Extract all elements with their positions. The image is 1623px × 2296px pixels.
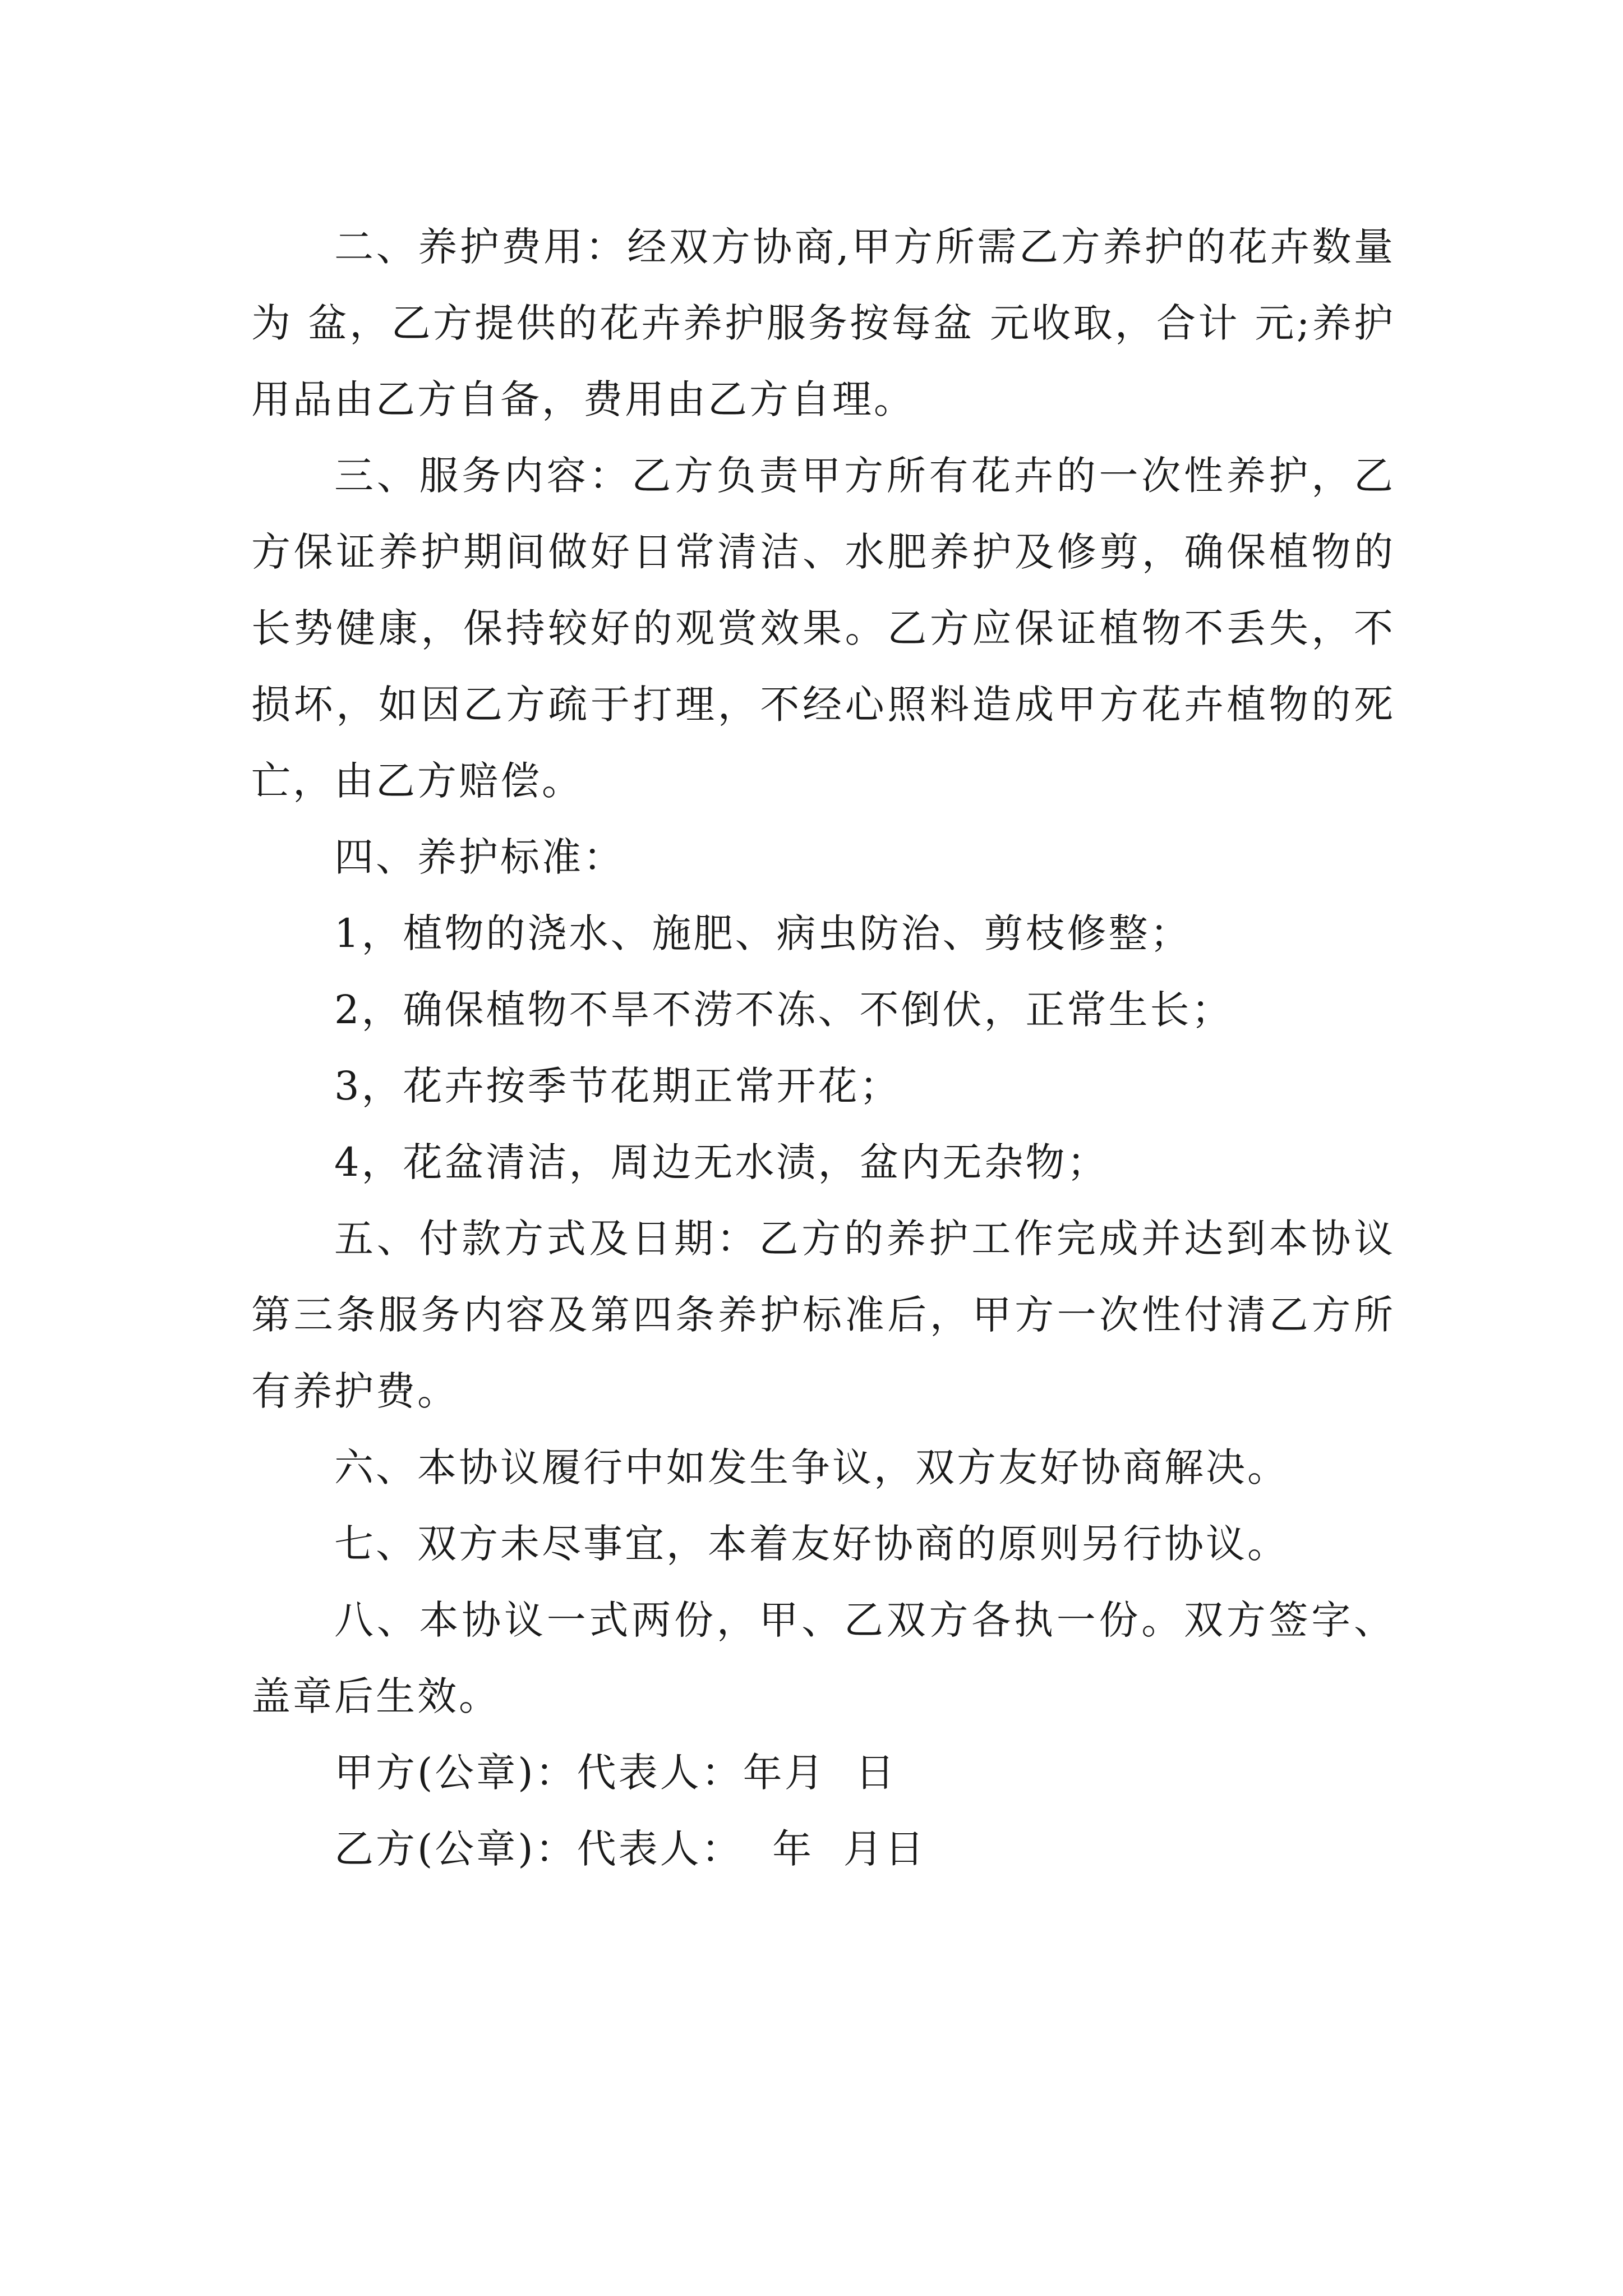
care-standard-item-2: 2，确保植物不旱不涝不冻、不倒伏，正常生长；: [334, 987, 1233, 1033]
document-page: [251, 209, 1395, 1887]
signature-party-a: 甲方(公章)：代表人：年月 日: [334, 1750, 897, 1796]
clause-copies: 八、本协议一式两份，甲、乙双方各执一份。双方签字、盖章后生效。: [251, 1597, 1395, 1719]
care-standard-item-4: 4，花盆清洁，周边无水渍，盆内无杂物；: [334, 1139, 1109, 1185]
clause-service-content: 三、服务内容：乙方负责甲方所有花卉的一次性养护，乙方保证养护期间做好日常清洁、水肥养护及修剪，确保植物的长势健康，保持较好的观赏效果。乙方应保证植物不丢失，不损坏，如因乙方疏于打理，不经心照料造成甲方花卉植物的死亡，由乙方赔偿。: [251, 453, 1395, 804]
clause-payment: 五、付款方式及日期：乙方的养护工作完成并达到本协议第三条服务内容及第四条养护标准后，甲方一次性付清乙方所有养护费。: [251, 1216, 1395, 1414]
care-standard-item-1: 1，植物的浇水、施肥、病虫防治、剪枝修整；: [334, 910, 1192, 956]
clause-dispute: 六、本协议履行中如发生争议，双方友好协商解决。: [334, 1444, 1289, 1490]
signature-party-b: 乙方(公章)：代表人： 年 月日: [334, 1826, 926, 1872]
clause-fees: 二、养护费用：经双方协商,甲方所需乙方养护的花卉数量为 盆，乙方提供的花卉养护服务按每盆 元收取，合计 元;养护用品由乙方自备，费用由乙方自理。: [251, 224, 1395, 422]
care-standard-item-3: 3，花卉按季节花期正常开花；: [334, 1063, 901, 1109]
clause-care-standard-heading: 四、养护标准：: [334, 834, 625, 880]
clause-other-matters: 七、双方未尽事宜，本着友好协商的原则另行协议。: [334, 1521, 1289, 1567]
